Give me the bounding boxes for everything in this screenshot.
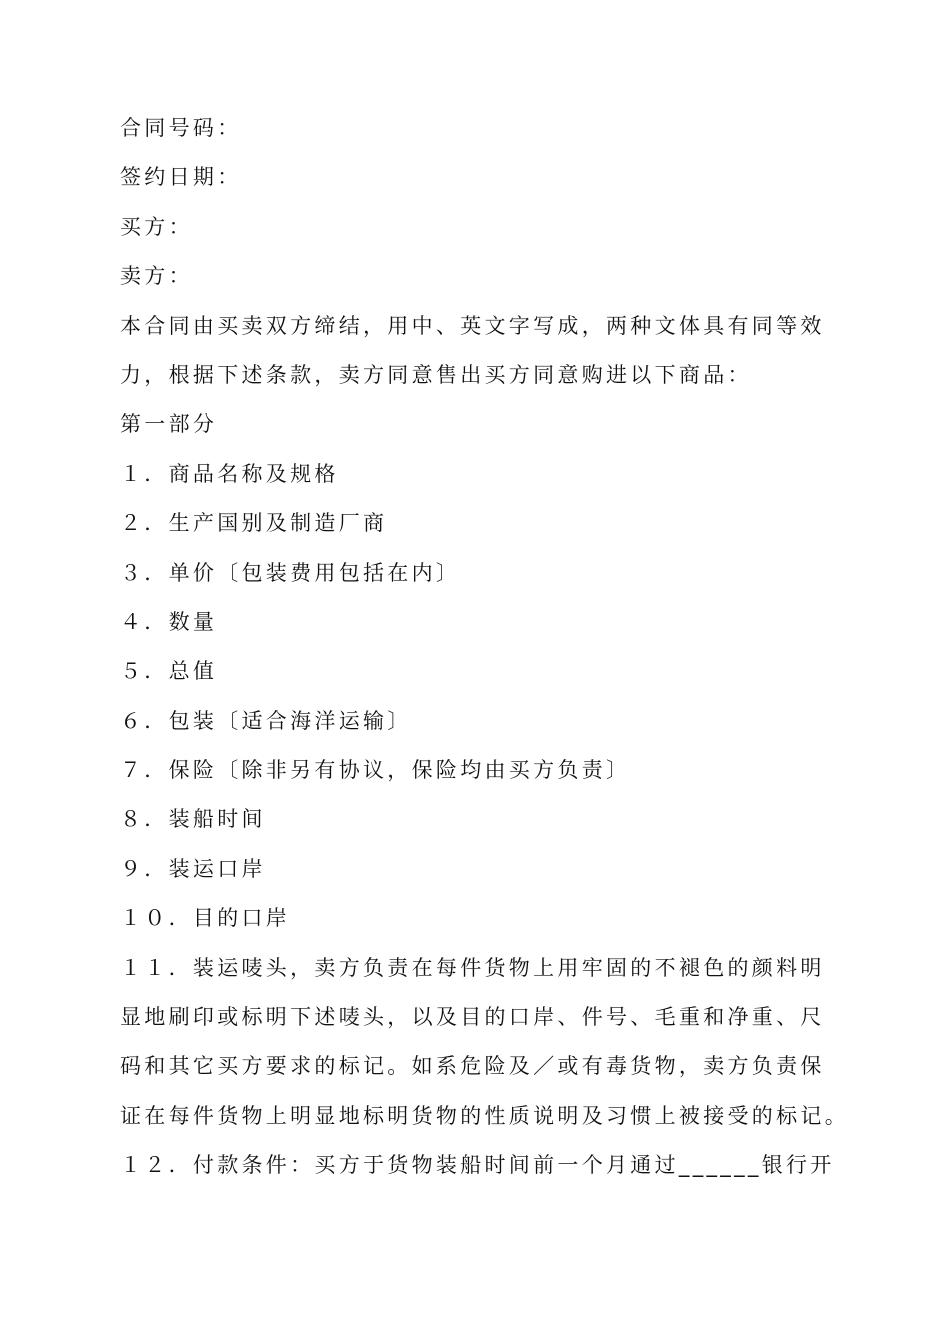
list-item: ６．包装〔适合海洋运输〕 [120, 708, 412, 733]
list-item: ４．数量 [120, 609, 218, 634]
list-item: ８．装船时间 [120, 807, 266, 832]
list-item: ３．单价〔包装费用包括在内〕 [120, 560, 461, 585]
list-item: ７．保险〔除非另有协议，保险均由买方负责〕 [120, 758, 631, 783]
list-item: １０．目的口岸 [120, 906, 291, 931]
clause-11-line: 显地刷印或标明下述唛头，以及目的口岸、件号、毛重和净重、尺 [120, 1005, 825, 1030]
document-body [120, 104, 849, 1191]
intro-line: 力，根据下述条款，卖方同意售出买方同意购进以下商品： [120, 362, 752, 387]
contract-number-field: 合同号码： [120, 116, 242, 140]
section-title: 第一部分 [120, 412, 218, 437]
sign-date-field: 签约日期： [120, 165, 242, 190]
buyer-field: 买方： [120, 214, 193, 239]
list-item: ９．装运口岸 [120, 856, 266, 881]
seller-field: 卖方： [120, 264, 193, 289]
clause-12-line: １２．付款条件：买方于货物装船时间前一个月通过______银行开 [120, 1153, 835, 1178]
clause-11-line: 码和其它买方要求的标记。如系危险及／或有毒货物，卖方负责保 [120, 1054, 825, 1079]
list-item: ２．生产国别及制造厂商 [120, 511, 388, 536]
intro-line: 本合同由买卖双方缔结，用中、英文字写成，两种文体具有同等效 [120, 313, 825, 338]
clause-11-line: 证在每件货物上明显地标明货物的性质说明及习惯上被接受的标记。 [120, 1103, 849, 1128]
list-item: １．商品名称及规格 [120, 461, 339, 486]
clause-11-line: １１．装运唛头，卖方负责在每件货物上用牢固的不褪色的颜料明 [120, 955, 825, 980]
list-item: ５．总值 [120, 659, 218, 684]
